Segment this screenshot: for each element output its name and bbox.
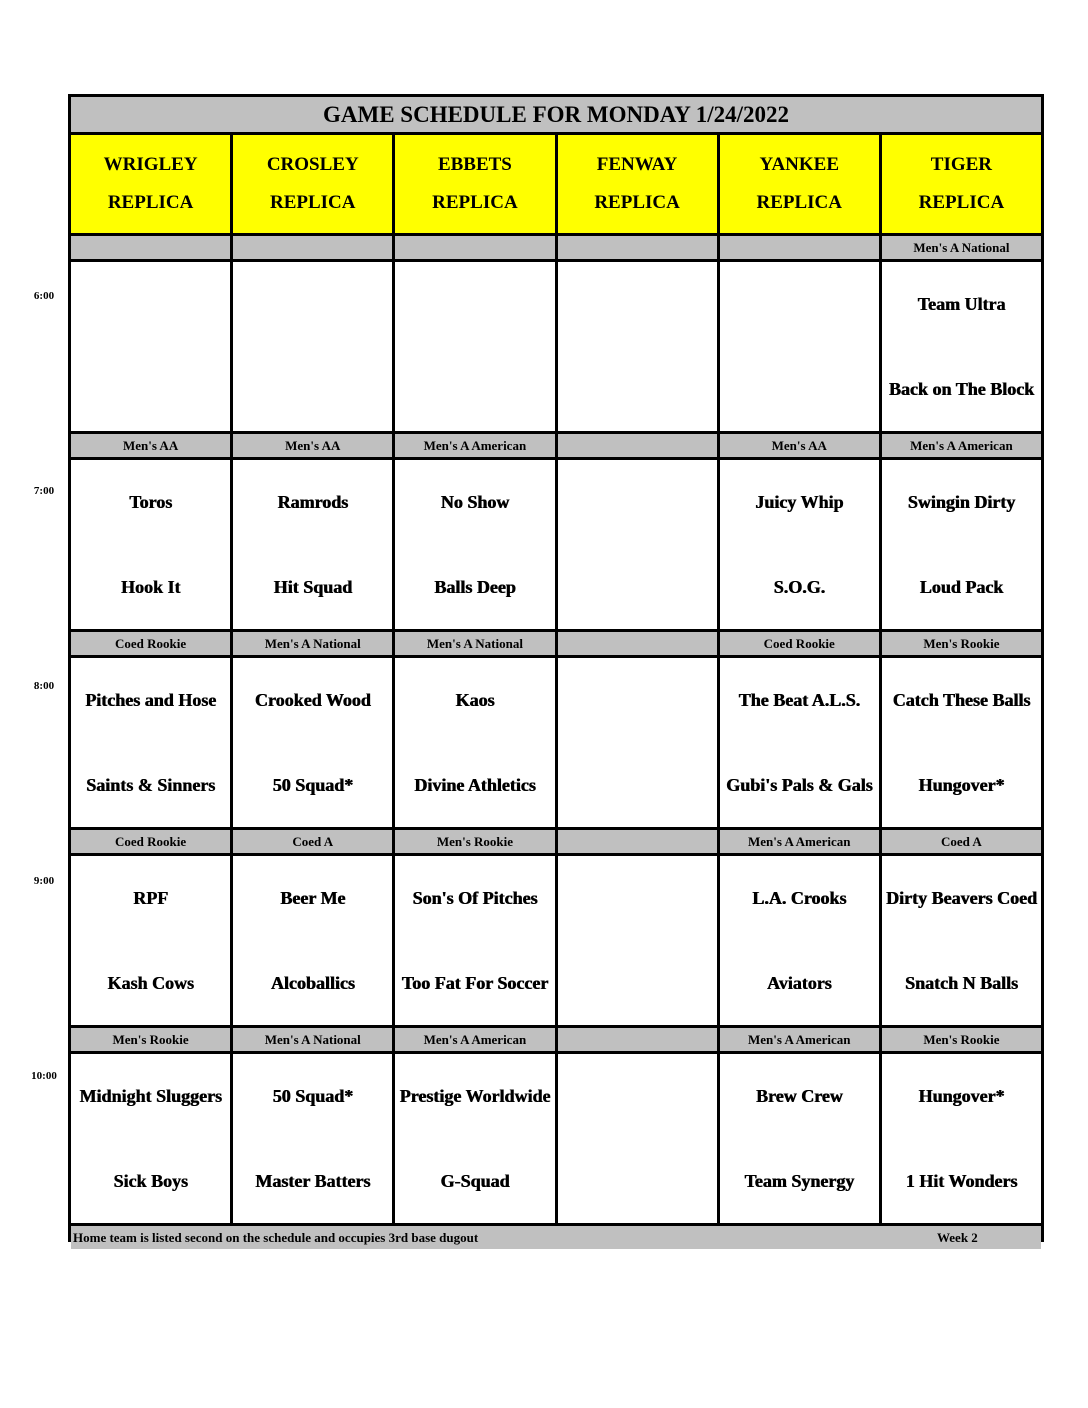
away-team bbox=[233, 262, 392, 347]
game-cell bbox=[71, 1054, 230, 1223]
game-cell bbox=[233, 460, 392, 629]
field-name: CROSLEY bbox=[266, 154, 359, 175]
home-team bbox=[558, 1139, 717, 1224]
field-name: FENWAY bbox=[596, 154, 678, 175]
schedule-title: GAME SCHEDULE FOR MONDAY 1/24/2022 bbox=[71, 97, 1041, 132]
field-header-wrigley bbox=[71, 135, 230, 233]
time-label-6-00: 6:00 bbox=[33, 290, 55, 302]
game-cell bbox=[720, 1054, 879, 1223]
home-team bbox=[558, 743, 717, 828]
away-team bbox=[720, 262, 879, 347]
division-label: Men's A American bbox=[395, 1028, 554, 1051]
home-team: Too Fat For Soccer bbox=[401, 972, 549, 993]
game-cell bbox=[720, 856, 879, 1025]
home-team: G-Squad bbox=[440, 1170, 510, 1191]
division-label: Men's AA bbox=[233, 434, 392, 457]
home-team: Hit Squad bbox=[273, 576, 353, 597]
away-team: Son's Of Pitches bbox=[412, 888, 538, 909]
game-cell bbox=[233, 262, 392, 431]
division-label bbox=[558, 632, 717, 655]
game-cell bbox=[882, 262, 1041, 431]
away-team: The Beat A.L.S. bbox=[738, 690, 860, 711]
away-team: Midnight Sluggers bbox=[79, 1086, 222, 1107]
home-team: Divine Athletics bbox=[414, 774, 536, 795]
time-label-10-00: 10:00 bbox=[31, 1070, 57, 1082]
home-team: Kash Cows bbox=[107, 972, 194, 993]
field-subtitle: REPLICA bbox=[918, 192, 1005, 213]
home-team: Alcoballics bbox=[270, 972, 355, 993]
game-cell bbox=[882, 658, 1041, 827]
division-label: Men's Rookie bbox=[882, 632, 1041, 655]
field-header-ebbets bbox=[395, 135, 554, 233]
division-label: Men's A National bbox=[882, 236, 1041, 259]
away-team: Catch These Balls bbox=[892, 690, 1031, 711]
away-team: Juicy Whip bbox=[755, 492, 844, 513]
home-team: Gubi's Pals & Gals bbox=[725, 774, 873, 795]
game-cell bbox=[71, 262, 230, 431]
game-cell bbox=[395, 1054, 554, 1223]
home-team bbox=[395, 347, 554, 432]
away-team: Prestige Worldwide bbox=[399, 1086, 551, 1107]
division-label bbox=[558, 236, 717, 259]
away-team: Pitches and Hose bbox=[85, 690, 217, 711]
game-cell bbox=[395, 460, 554, 629]
home-team: 1 Hit Wonders bbox=[905, 1170, 1018, 1191]
game-cell bbox=[395, 262, 554, 431]
home-team bbox=[558, 941, 717, 1026]
schedule-footer bbox=[71, 1226, 1041, 1249]
home-team: Aviators bbox=[766, 972, 832, 993]
game-cell bbox=[233, 1054, 392, 1223]
division-label: Men's A American bbox=[395, 434, 554, 457]
game-cell bbox=[558, 856, 717, 1025]
away-team: Kaos bbox=[455, 690, 495, 711]
game-cell bbox=[233, 856, 392, 1025]
game-cell bbox=[71, 460, 230, 629]
division-label bbox=[720, 236, 879, 259]
time-label-8-00: 8:00 bbox=[33, 680, 55, 692]
field-subtitle: REPLICA bbox=[756, 192, 842, 213]
home-team: Sick Boys bbox=[113, 1170, 188, 1191]
home-team: Saints & Sinners bbox=[86, 774, 216, 795]
home-team: S.O.G. bbox=[773, 576, 825, 597]
division-label: Men's AA bbox=[71, 434, 230, 457]
away-team: Team Ultra bbox=[917, 294, 1006, 315]
away-team: Beer Me bbox=[280, 888, 346, 909]
game-cell bbox=[882, 856, 1041, 1025]
field-name: YANKEE bbox=[759, 154, 840, 175]
away-team: L.A. Crooks bbox=[752, 888, 847, 909]
home-team bbox=[720, 347, 879, 432]
game-cell bbox=[720, 658, 879, 827]
division-label bbox=[558, 434, 717, 457]
field-name: TIGER bbox=[930, 154, 993, 175]
week-label: Week 2 bbox=[937, 1229, 978, 1245]
schedule-table bbox=[68, 94, 1044, 1245]
home-team: Hungover* bbox=[918, 774, 1005, 795]
away-team: Dirty Beavers Coed bbox=[885, 888, 1037, 909]
division-label: Coed A bbox=[882, 830, 1041, 853]
division-label bbox=[558, 1028, 717, 1051]
division-label: Men's A American bbox=[720, 830, 879, 853]
game-cell bbox=[558, 1054, 717, 1223]
field-header-tiger bbox=[882, 135, 1041, 233]
away-team bbox=[71, 262, 230, 347]
away-team: Swingin Dirty bbox=[907, 492, 1016, 513]
division-label: Coed A bbox=[233, 830, 392, 853]
game-cell bbox=[395, 658, 554, 827]
away-team: 50 Squad* bbox=[272, 1086, 354, 1107]
game-cell bbox=[558, 460, 717, 629]
away-team bbox=[395, 262, 554, 347]
time-label-7-00: 7:00 bbox=[33, 485, 55, 497]
field-subtitle: REPLICA bbox=[594, 192, 680, 213]
division-label: Men's A American bbox=[882, 434, 1041, 457]
away-team: No Show bbox=[440, 492, 510, 513]
division-label: Coed Rookie bbox=[71, 632, 230, 655]
home-team: Back on The Block bbox=[888, 378, 1035, 399]
division-label: Men's A National bbox=[233, 1028, 392, 1051]
game-cell bbox=[882, 460, 1041, 629]
field-name: EBBETS bbox=[437, 154, 512, 175]
division-label bbox=[395, 236, 554, 259]
field-subtitle: REPLICA bbox=[107, 192, 194, 213]
field-subtitle: REPLICA bbox=[432, 192, 518, 213]
home-team: 50 Squad* bbox=[272, 774, 354, 795]
game-cell bbox=[882, 1054, 1041, 1223]
home-team bbox=[233, 347, 392, 432]
division-label: Men's A American bbox=[720, 1028, 879, 1051]
division-label: Coed Rookie bbox=[71, 830, 230, 853]
away-team bbox=[558, 856, 717, 941]
away-team: Brew Crew bbox=[755, 1086, 843, 1107]
away-team: Hungover* bbox=[918, 1086, 1005, 1107]
away-team: Toros bbox=[129, 492, 173, 513]
game-cell bbox=[558, 658, 717, 827]
away-team bbox=[558, 262, 717, 347]
division-label: Men's Rookie bbox=[71, 1028, 230, 1051]
division-label bbox=[233, 236, 392, 259]
division-label: Coed Rookie bbox=[720, 632, 879, 655]
home-team bbox=[71, 347, 230, 432]
field-header-crosley bbox=[233, 135, 392, 233]
game-cell bbox=[233, 658, 392, 827]
division-label bbox=[558, 830, 717, 853]
home-team: Loud Pack bbox=[919, 576, 1004, 597]
field-subtitle: REPLICA bbox=[269, 192, 356, 213]
division-label: Men's Rookie bbox=[395, 830, 554, 853]
home-team: Balls Deep bbox=[434, 576, 516, 597]
division-label: Men's AA bbox=[720, 434, 879, 457]
field-header-yankee bbox=[720, 135, 879, 233]
field-header-fenway bbox=[558, 135, 717, 233]
field-name: WRIGLEY bbox=[103, 154, 198, 175]
home-team bbox=[558, 545, 717, 630]
home-team: Master Batters bbox=[255, 1170, 371, 1191]
away-team: Ramrods bbox=[277, 492, 349, 513]
away-team bbox=[558, 658, 717, 743]
home-team: Hook It bbox=[120, 576, 181, 597]
away-team: Crooked Wood bbox=[254, 690, 371, 711]
division-label bbox=[71, 236, 230, 259]
away-team bbox=[558, 460, 717, 545]
home-team: Team Synergy bbox=[744, 1170, 855, 1191]
game-cell bbox=[395, 856, 554, 1025]
away-team bbox=[558, 1054, 717, 1139]
home-team bbox=[558, 347, 717, 432]
division-label: Men's A National bbox=[395, 632, 554, 655]
game-cell bbox=[71, 658, 230, 827]
game-cell bbox=[720, 460, 879, 629]
game-cell bbox=[720, 262, 879, 431]
game-cell bbox=[71, 856, 230, 1025]
game-cell bbox=[558, 262, 717, 431]
division-label: Men's A National bbox=[233, 632, 392, 655]
time-label-9-00: 9:00 bbox=[33, 875, 55, 887]
home-team: Snatch N Balls bbox=[904, 972, 1018, 993]
division-label: Men's Rookie bbox=[882, 1028, 1041, 1051]
home-team-note: Home team is listed second on the schedule and occupies 3rd base dugout bbox=[73, 1229, 479, 1245]
away-team: RPF bbox=[133, 888, 169, 909]
